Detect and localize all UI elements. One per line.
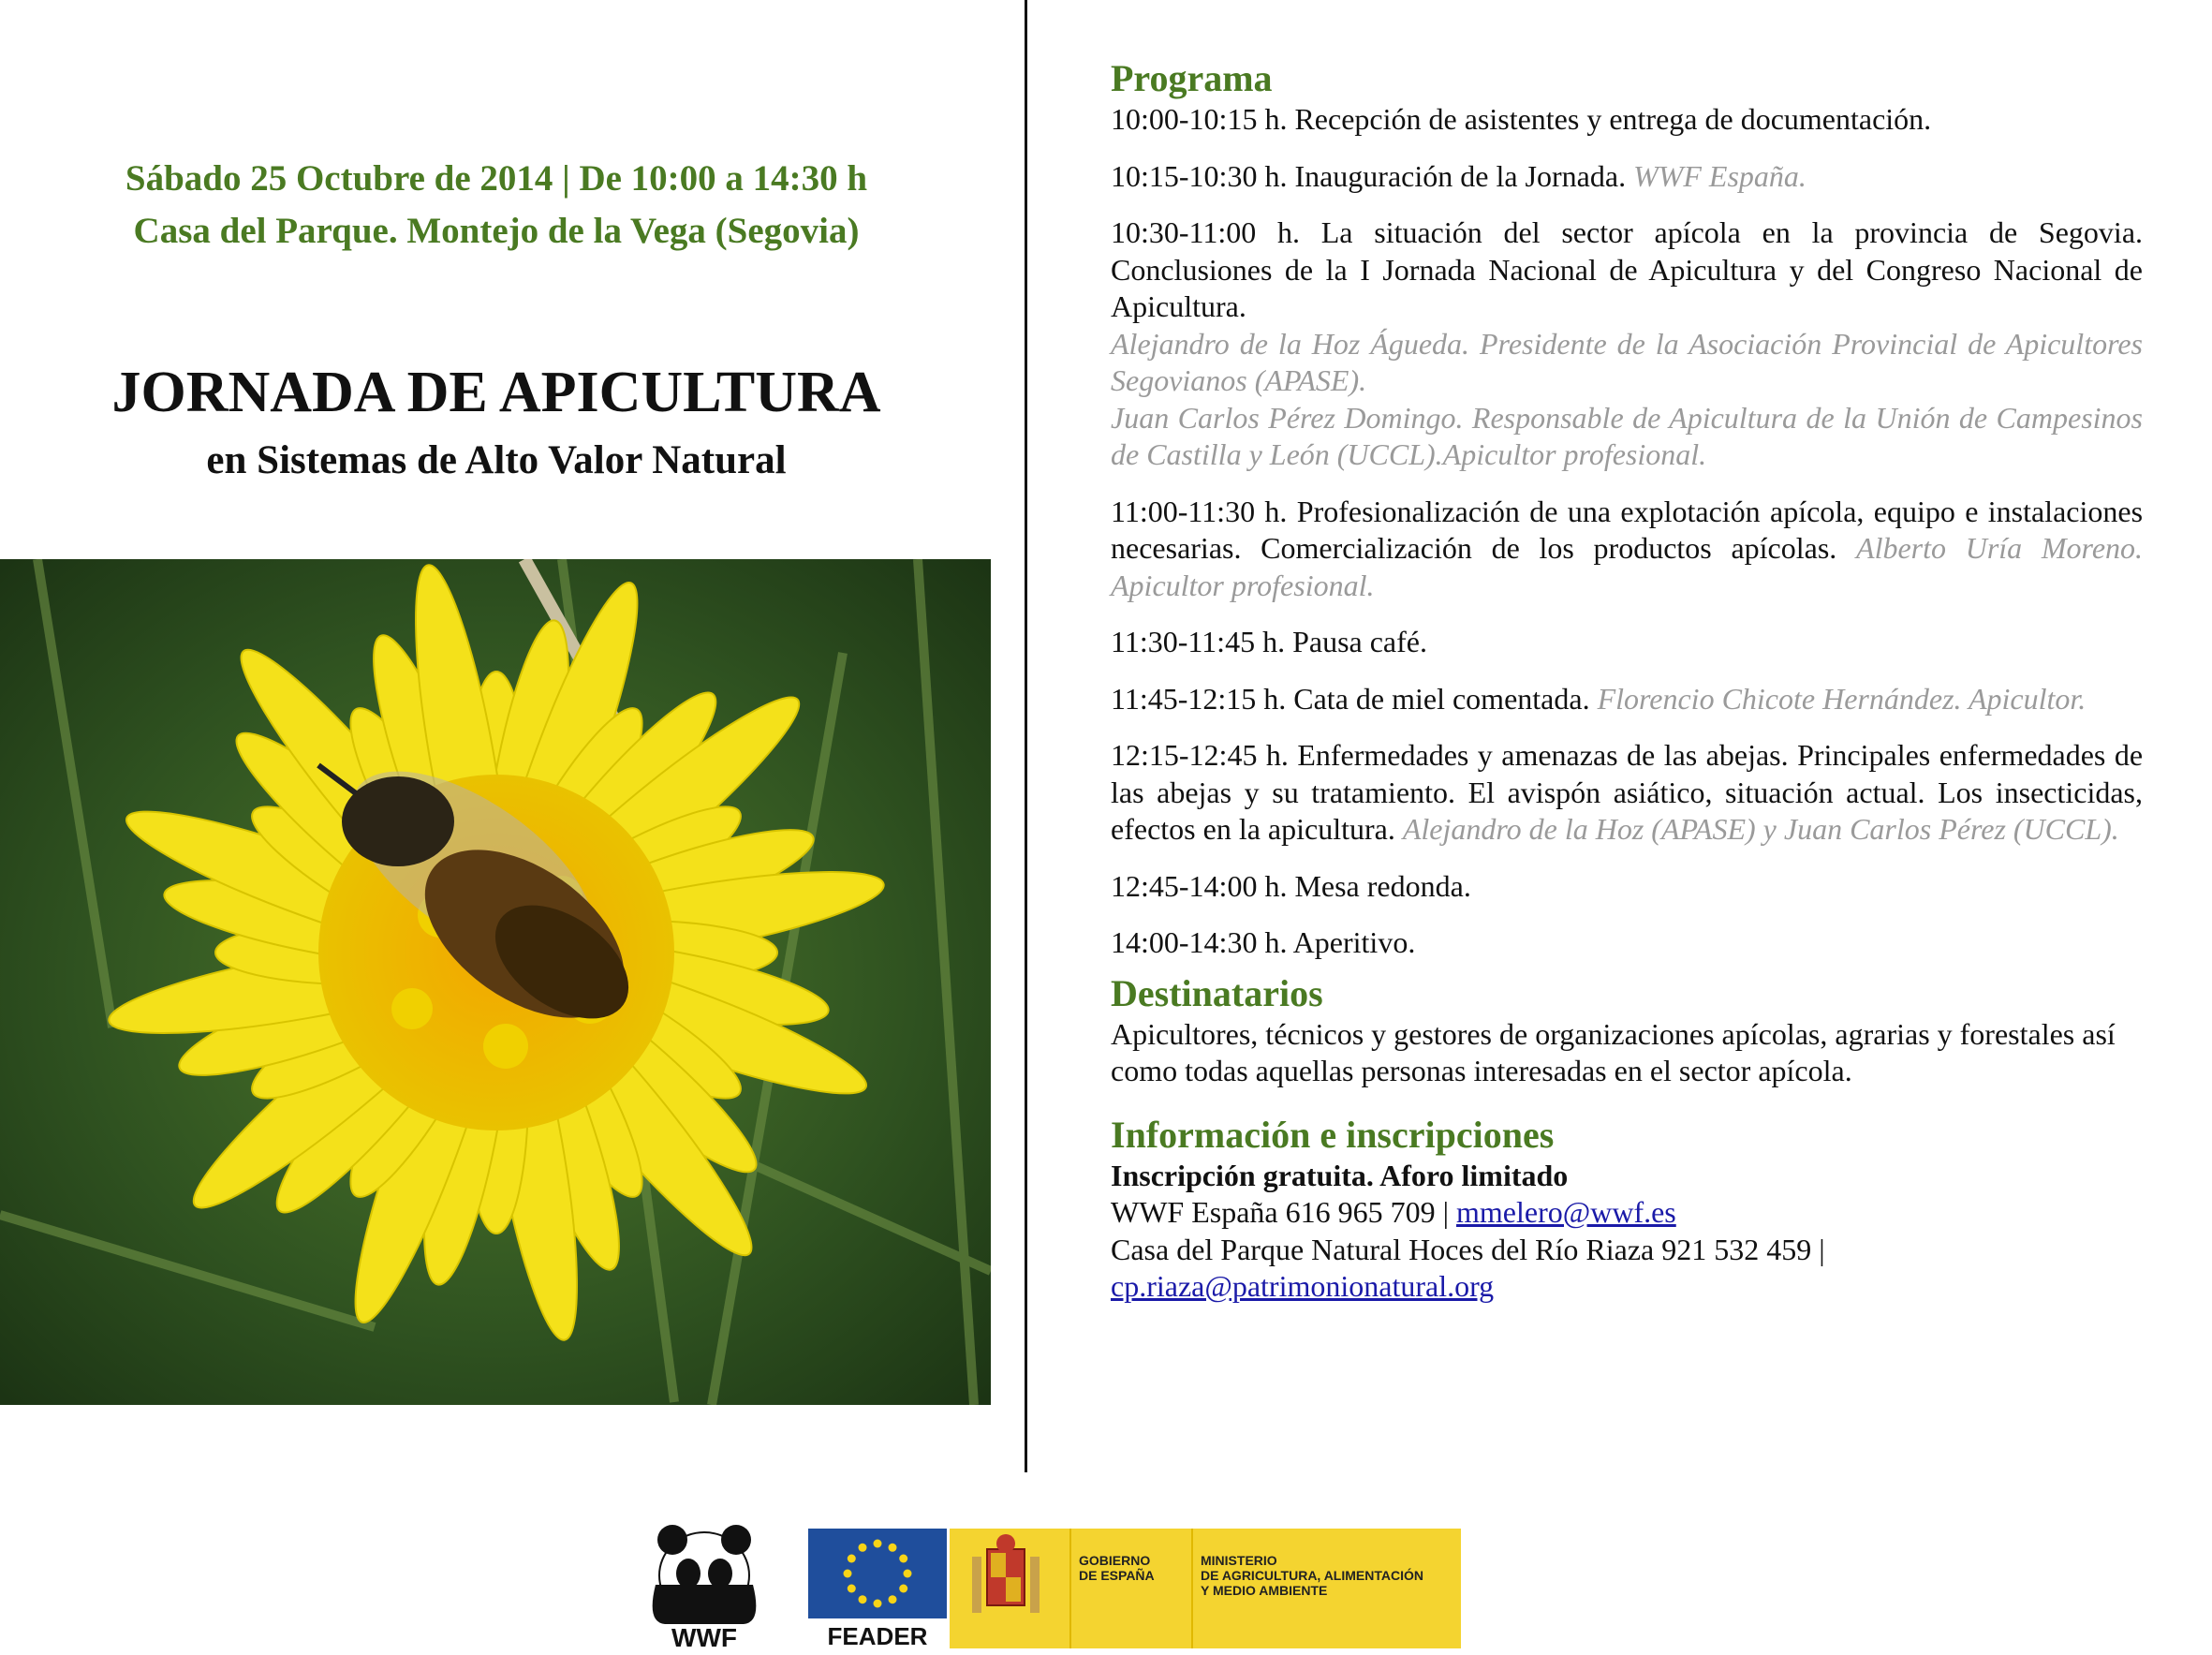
feader-logo-text: FEADER: [827, 1622, 928, 1648]
destinatarios-text: Apicultores, técnicos y gestores de organizaciones apícolas, agrarias y forestales así como todas aquellas personas interesadas en el sector apícola.: [1111, 1016, 2116, 1087]
event-subtitle: en Sistemas de Alto Valor Natural: [206, 438, 787, 482]
event-venue: Casa del Parque. Montejo de la Vega (Segovia): [133, 211, 860, 251]
speaker: Alejandro de la Hoz Águeda. Presidente de la Asociación Provincial de Apicultores Segovianos (APASE).: [1111, 326, 2143, 397]
program-item: 12:45-14:00 h. Mesa redonda.: [1111, 868, 1471, 903]
event-date: Sábado 25 Octubre de 2014 | De 10:00 a 14:30 h: [125, 158, 868, 199]
program-item: 10:00-10:15 h. Recepción de asistentes y entrega de documentación.: [1111, 102, 1932, 136]
program-item: 11:30-11:45 h. Pausa café.: [1111, 625, 1427, 658]
ministerio-text: MINISTERIO DE AGRICULTURA, ALIMENTACIÓN Y MEDIO AMBIENTE: [1201, 1553, 1423, 1598]
speaker: Juan Carlos Pérez Domingo. Responsable de Apicultura de la Unión de Campesinos de Castilla y León (UCCL).Apicultor profesional.: [1111, 400, 2143, 471]
program-item: 10:30-11:00 h. La situación del sector apícola en la provincia de Segovia. Conclusiones de la I Jornada Nacional de Apicultura y del Congreso Nacional de Apicultura. Alejandro de la Hoz Águeda. Presidente de la Asociación Provincial de Apicultores Segovianos (APASE). Juan Carlos Pérez Domingo. Responsable de Apicultura de la Unión de Campesinos de Castilla y León (UCCL).Apicultor profesional.: [1111, 214, 2143, 474]
program-item: 11:00-11:30 h. Profesionalización de una explotación apícola, equipo e instalaciones necesarias. Comercialización de los productos apícolas. Alberto Uría Moreno. Apicultor profesional.: [1111, 494, 2144, 602]
casa-email-link[interactable]: cp.riaza@patrimonionatural.org: [1111, 1269, 1495, 1303]
sponsor-logos: [637, 1519, 1461, 1652]
bee-on-dandelion-photo: [0, 559, 991, 1405]
program-item: 12:15-12:45 h. Enfermedades y amenazas de las abejas. Principales enfermedades de las abejas y su tratamiento. El avispón asiático, situación actual. Los insecticidas, efectos en la apicultura. Alejandro de la Hoz (APASE) y Juan Carlos Pérez (UCCL).: [1111, 738, 2144, 846]
registration-note: Inscripción gratuita. Aforo limitado: [1111, 1158, 1569, 1192]
program-item: 11:45-12:15 h. Cata de miel comentada. Florencio Chicote Hernández. Apicultor.: [1111, 681, 2087, 716]
right-column: [1111, 56, 2143, 1306]
casa-contact: Casa del Parque Natural Hoces del Río Riaza 921 532 459 |: [1111, 1232, 1825, 1266]
wwf-email-link[interactable]: mmelero@wwf.es: [1456, 1195, 1676, 1229]
informacion-heading: Información e inscripciones: [1111, 1113, 1555, 1156]
speaker: WWF España.: [1633, 158, 1806, 193]
feader-logo: [808, 1529, 947, 1648]
wwf-logo: [637, 1519, 772, 1650]
gobierno-text: GOBIERNO DE ESPAÑA: [1079, 1553, 1155, 1583]
wwf-logo-text: WWF: [671, 1623, 737, 1650]
column-divider: [1025, 0, 1027, 1472]
speaker: Florencio Chicote Hernández. Apicultor.: [1597, 681, 2087, 716]
program-item: 10:15-10:30 h. Inauguración de la Jornada. WWF España.: [1111, 158, 1806, 193]
ministerio-logo: [950, 1529, 1461, 1648]
destinatarios-heading: Destinatarios: [1111, 971, 1323, 1014]
programa-heading: Programa: [1111, 57, 1273, 99]
speaker: Alberto Uría Moreno. Apicultor profesional.: [1111, 531, 2144, 602]
program-item: 14:00-14:30 h. Aperitivo.: [1111, 925, 1416, 959]
wwf-contact: WWF España 616 965 709 | mmelero@wwf.es: [1111, 1195, 1676, 1229]
event-title: JORNADA DE APICULTURA: [111, 361, 881, 424]
speaker: Alejandro de la Hoz (APASE) y Juan Carlos Pérez (UCCL).: [1402, 812, 2119, 846]
